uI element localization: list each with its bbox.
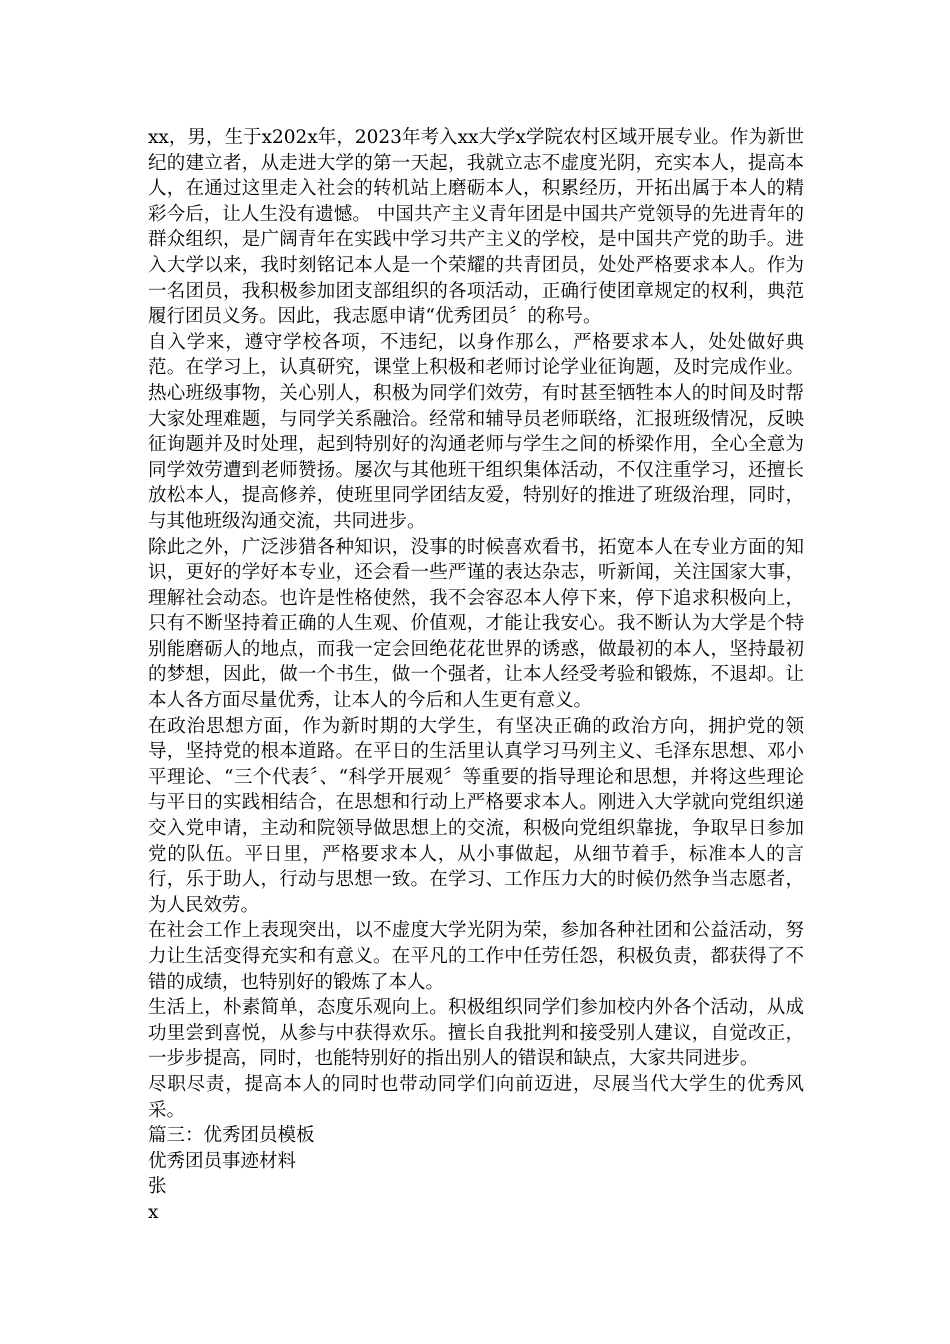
- paragraph-knowledge: 除此之外，广泛涉猎各种知识，没事的时候喜欢看书，拓宽本人在专业方面的知识，更好的学好本专业，还会看一些严谨的表达杂志，听新闻，关注国家大事，理解社会动态。也许是性格使然，我不会容忍本人停下来，停下追求积极向上，只有不断坚持着正确的人生观、价值观，才能让我安心。我不断认为大学是个特别能磨砺人的地点，而我一定会回绝花花世界的诱惑，做最初的本人，坚持最初的梦想，因此，做一个书生，做一个强者，让本人经受考验和锻炼，不退却。让本人各方面尽量优秀，让本人的今后和人生更有意义。: [148, 536, 804, 712]
- paragraph-study: 自入学来，遵守学校各项，不违纪，以身作那么，严格要求本人，处处做好典范。在学习上，认真研究，课堂上积极和老师讨论学业征询题，及时完成作业。热心班级事物，关心别人，积极为同学们效劳，有时甚至牺牲本人的时间及时帮大家处理难题，与同学关系融洽。经常和辅导员老师联络，汇报班级情况，反映征询题并及时处理，起到特别好的沟通老师与学生之间的桥梁作用，全心全意为同学效劳遭到老师赞扬。屡次与其他班干组织集体活动，不仅注重学习，还擅长放松本人，提高修养，使班里同学团结友爱，特别好的推进了班级治理，同时，与其他班级沟通交流，共同进步。: [148, 331, 804, 532]
- paragraph-social-work: 在社会工作上表现突出，以不虚度大学光阴为荣，参加各种社团和公益活动，努力让生活变得充实和有意义。在平凡的工作中任劳任怨，积极负责，都获得了不错的成绩，也特别好的锻炼了本人。: [148, 920, 804, 993]
- paragraph-intro: xx，男，生于x202x年，2023年考入xx大学x学院农村区域开展专业。作为新世纪的建立者，从走进大学的第一天起，我就立志不虚度光阴，充实本人，提高本人，在通过这里走入社会的转机站上磨砺本人，积累经历，开拓出属于本人的精彩今后，让人生没有遗憾。 中国共产主义青年团是中国共产党领导的先进青年的群众组织，是广阔青年在实践中学习共产主义的学校，是中国共产党的助手。进入大学以来，我时刻铭记本人是一个荣耀的共青团员，处处严格要求本人。作为一名团员，我积极参加团支部组织的各项活动，正确行使团章规定的权利，典范履行团员义务。因此，我志愿申请“优秀团员〞的称号。: [148, 127, 804, 328]
- paragraph-life: 生活上，朴素简单，态度乐观向上。积极组织同学们参加校内外各个活动，从成功里尝到喜悦，从参与中获得欢乐。擅长自我批判和接受别人建议，自觉改正，一步步提高，同时，也能特别好的指出别人的错误和缺点，大家共同进步。: [148, 997, 804, 1070]
- document-title: 优秀团员事迹材料: [148, 1150, 297, 1172]
- author-name-line-1: 张: [148, 1176, 167, 1198]
- paragraph-politics: 在政治思想方面，作为新时期的大学生，有坚决正确的政治方向，拥护党的领导，坚持党的根本道路。在平日的生活里认真学习马列主义、毛泽东思想、邓小平理论、“三个代表〞、“科学开展观〞等重要的指导理论和思想，并将这些理论与平日的实践相结合，在思想和行动上严格要求本人。刚进入大学就向党组织递交入党申请，主动和院领导做思想上的交流，积极向党组织靠拢，争取早日参加党的队伍。平日里，严格要求本人，从小事做起，从细节着手，标准本人的言行，乐于助人，行动与思想一致。在学习、工作压力大的时候仍然争当志愿者，为人民效劳。: [148, 715, 804, 916]
- author-name-line-2: x: [148, 1201, 159, 1223]
- section-heading: 篇三：优秀团员模板: [148, 1125, 315, 1147]
- document-body: [148, 125, 804, 1226]
- paragraph-duty: 尽职尽责，提高本人的同时也带动同学们向前迈进，尽展当代大学生的优秀风采。: [148, 1073, 804, 1121]
